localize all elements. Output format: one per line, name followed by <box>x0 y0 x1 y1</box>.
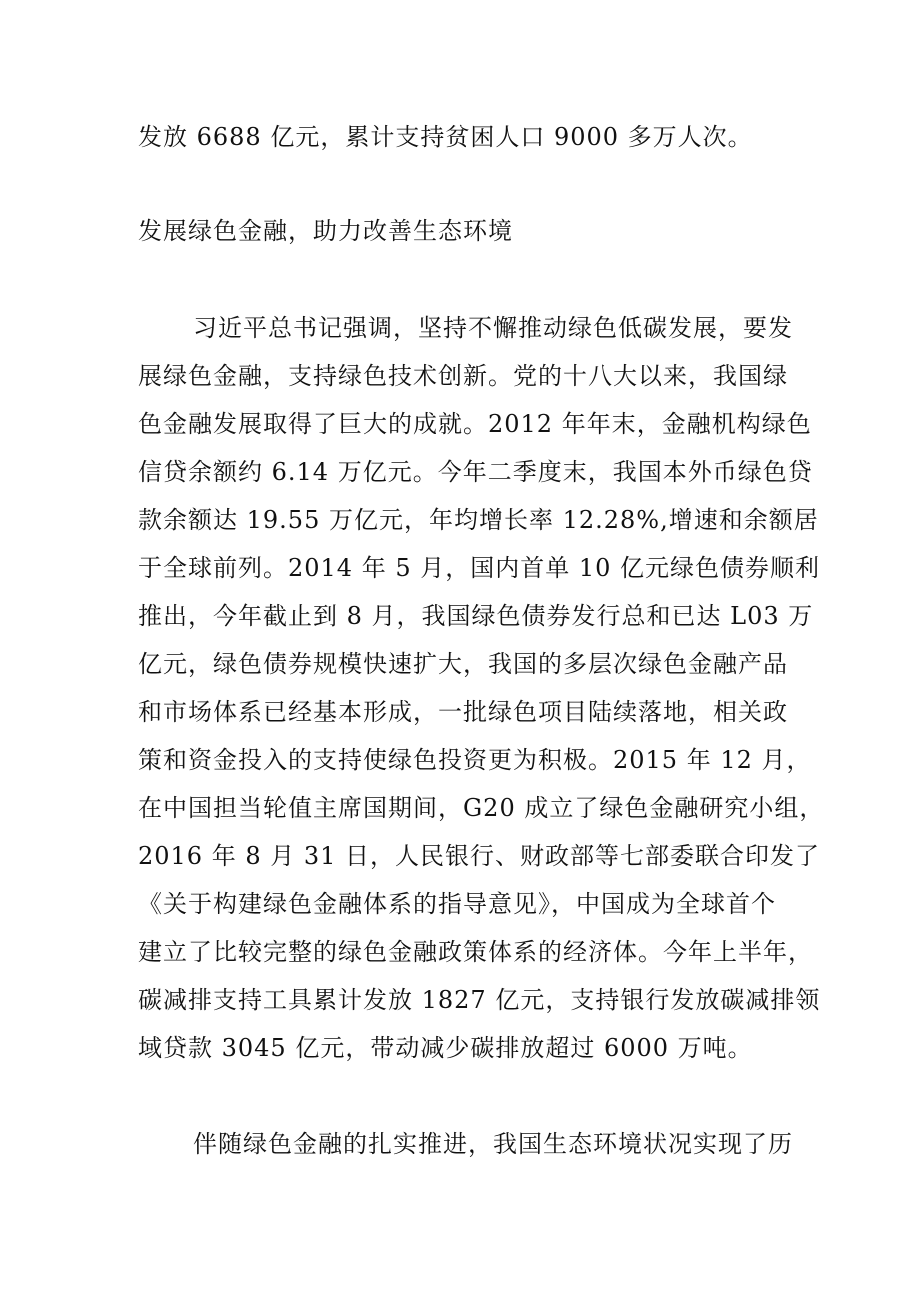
paragraph-line: 在中国担当轮值主席国期间，G20 成立了绿色金融研究小组， <box>138 794 825 822</box>
paragraph-line: 《关于构建绿色金融体系的指导意见》，中国成为全球首个 <box>138 890 776 918</box>
paragraph-line: 亿元，绿色债券规模快速扩大，我国的多层次绿色金融产品 <box>138 650 788 678</box>
paragraph-line: 域贷款 3045 亿元，带动减少碳排放超过 6000 万吨。 <box>138 1034 753 1062</box>
paragraph-line: 色金融发展取得了巨大的成就。2012 年年末，金融机构绿色 <box>138 410 812 438</box>
paragraph-line: 款余额达 19.55 万亿元，年均增长率 12.28%,增速和余额居 <box>138 506 819 534</box>
paragraph-line: 于全球前列。2014 年 5 月，国内首单 10 亿元绿色债券顺利 <box>138 554 821 582</box>
section-heading: 发展绿色金融，助力改善生态环境 <box>138 217 513 245</box>
paragraph-line: 发放 6688 亿元，累计支持贫困人口 9000 多万人次。 <box>138 123 753 151</box>
paragraph-line: 展绿色金融，支持绿色技术创新。党的十八大以来，我国绿 <box>138 362 788 390</box>
paragraph-line: 2016 年 8 月 31 日，人民银行、财政部等七部委联合印发了 <box>138 842 821 870</box>
paragraph-line: 和市场体系已经基本形成，一批绿色项目陆续落地，相关政 <box>138 698 788 726</box>
paragraph-line: 信贷余额约 6.14 万亿元。今年二季度末，我国本外币绿色贷 <box>138 458 813 486</box>
paragraph-line: 碳减排支持工具累计发放 1827 亿元，支持银行发放碳减排领 <box>138 986 821 1014</box>
paragraph-line: 策和资金投入的支持使绿色投资更为积极。2015 年 12 月， <box>138 746 812 774</box>
paragraph-line: 建立了比较完整的绿色金融政策体系的经济体。今年上半年， <box>138 938 813 966</box>
paragraph-line: 推出，今年截止到 8 月，我国绿色债券发行总和已达 L03 万 <box>138 602 814 630</box>
paragraph-line: 习近平总书记强调，坚持不懈推动绿色低碳发展，要发 <box>193 314 793 342</box>
paragraph-line: 伴随绿色金融的扎实推进，我国生态环境状况实现了历 <box>193 1130 793 1158</box>
